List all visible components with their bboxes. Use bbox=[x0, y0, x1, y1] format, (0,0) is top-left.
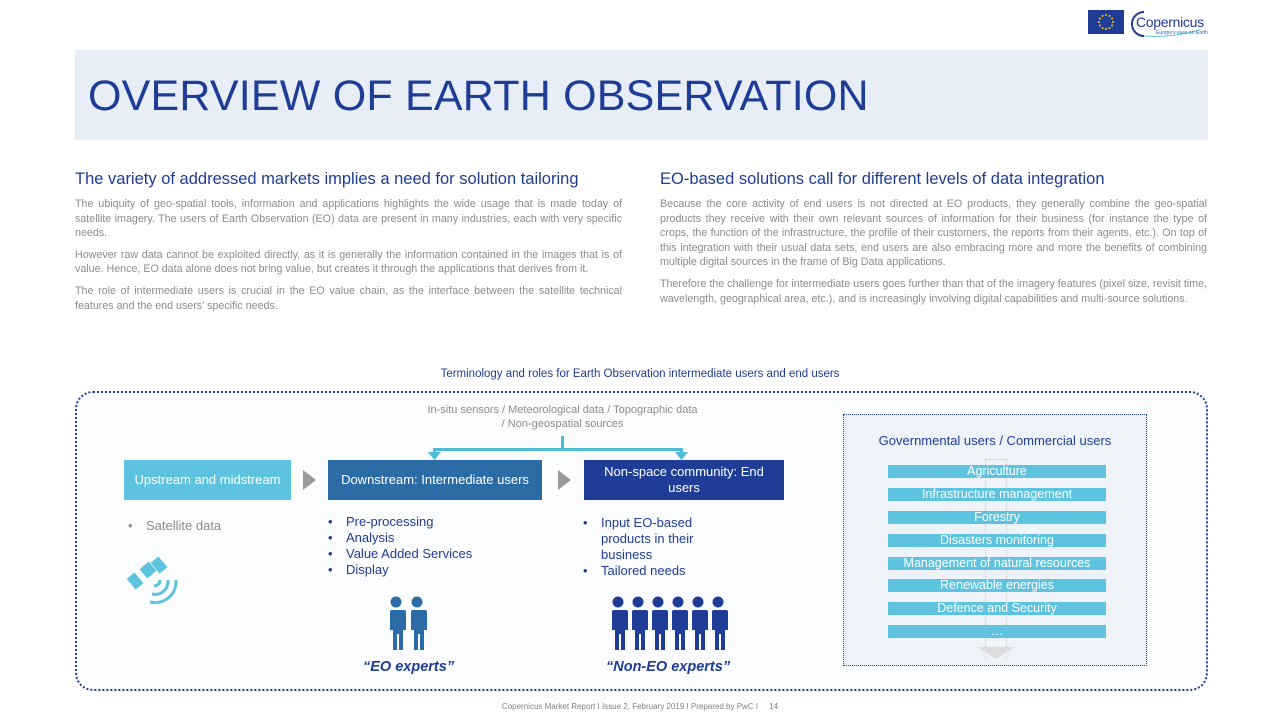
left-paragraph-1: The ubiquity of geo-spatial tools, information and applications highlights the wide usage that is made today of satellite imagery. The users of Earth Observation (EO) data are present in many industries, each with very specific needs. bbox=[75, 198, 622, 240]
segment-infrastructure: Infrastructure management bbox=[888, 488, 1106, 501]
list-item: • Satellite data bbox=[128, 518, 221, 534]
left-column bbox=[75, 170, 622, 320]
downstream-box: Downstream: Intermediate users bbox=[328, 460, 542, 500]
segment-forestry: Forestry bbox=[888, 511, 1106, 524]
copernicus-name: Copernicus bbox=[1136, 14, 1204, 30]
arrow-right-icon bbox=[303, 470, 316, 490]
segment-renewable-energies: Renewable energies bbox=[888, 579, 1106, 592]
data-sources-text bbox=[400, 403, 725, 431]
page-footer: Copernicus Market Report I Issue 2, February 2019 I Prepared by PwC I 14 bbox=[501, 702, 779, 711]
segment-agriculture: Agriculture bbox=[888, 465, 1106, 478]
arrow-right-icon bbox=[558, 470, 571, 490]
segment-natural-resources: Management of natural resources bbox=[888, 557, 1106, 570]
page-title: OVERVIEW OF EARTH OBSERVATION bbox=[88, 72, 869, 120]
list-item: • Value Added Services bbox=[328, 546, 472, 562]
list-item: • Display bbox=[328, 562, 472, 578]
eu-flag-icon bbox=[1088, 10, 1124, 34]
downstream-list bbox=[328, 514, 472, 578]
right-column bbox=[660, 170, 1207, 313]
list-item: • Input EO-based products in their business bbox=[583, 515, 718, 563]
connector-vertical bbox=[561, 436, 564, 448]
right-heading: EO-based solutions call for different levels of data integration bbox=[660, 170, 1105, 188]
left-heading: The variety of addressed markets implies a need for solution tailoring bbox=[75, 170, 579, 188]
people-icon-non-eo-experts bbox=[609, 596, 728, 652]
data-sources-line-2: / Non-geospatial sources bbox=[501, 418, 624, 430]
people-icon-eo-experts bbox=[386, 596, 428, 652]
user-segments-list bbox=[888, 465, 1106, 648]
left-paragraph-3: The role of intermediate users is crucial in the EO value chain, as the interface between the satellite technical features and the end users’ specific needs. bbox=[75, 284, 622, 312]
end-users-list bbox=[583, 515, 718, 579]
figure-caption: Terminology and roles for Earth Observation intermediate users and end users bbox=[440, 368, 840, 380]
end-users-box: Non-space community: End users bbox=[584, 460, 784, 500]
segment-defence-security: Defence and Security bbox=[888, 602, 1106, 615]
connector-horizontal bbox=[434, 448, 682, 451]
right-paragraph-2: Therefore the challenge for intermediate users goes further than that of the imagery features (pixel size, revisit time, wavelength, geographical area, etc.), and is increasingly involving digital capabilities and multi-source solutions. bbox=[660, 277, 1207, 305]
list-item: • Analysis bbox=[328, 530, 472, 546]
upstream-box: Upstream and midstream bbox=[124, 460, 291, 500]
left-paragraph-2: However raw data cannot be exploited directly, as it is generally the information contained in the images that is of value. Hence, EO data alone does not bring value, but creates it through the applications that derives from it. bbox=[75, 248, 622, 276]
segment-disasters: Disasters monitoring bbox=[888, 534, 1106, 547]
non-eo-experts-label: “Non-EO experts” bbox=[606, 659, 731, 675]
logo-area bbox=[1088, 8, 1208, 40]
upstream-list bbox=[128, 518, 221, 534]
right-paragraph-1: Because the core activity of end users is not directed at EO products, they generally combine the geo-spatial products they receive with their own relevant sources of information for their business (for instance the type of crops, the function of the infrastructure, the profile of their customers, the reports from their agents, etc.). On top of this integration with their usual data sets, end users are also embracing more and more the benefits of combining multiple digital sources in the frame of Big Data applications. bbox=[660, 198, 1207, 269]
satellite-icon bbox=[126, 556, 180, 604]
data-sources-line-1: In-situ sensors / Meteorological data / Topographic data bbox=[427, 404, 698, 416]
connector-right-arrowhead bbox=[675, 452, 688, 460]
segment-more: … bbox=[888, 625, 1106, 638]
eo-experts-label: “EO experts” bbox=[363, 659, 455, 675]
users-panel bbox=[843, 414, 1147, 666]
list-item: • Tailored needs bbox=[583, 563, 718, 579]
down-arrow-head-icon bbox=[977, 647, 1015, 659]
connector-left-arrowhead bbox=[428, 452, 441, 460]
copernicus-tagline: Europe's eyes on Earth bbox=[1156, 30, 1208, 36]
copernicus-logo bbox=[1130, 8, 1206, 40]
list-item: • Pre-processing bbox=[328, 514, 472, 530]
users-panel-title: Governmental users / Commercial users bbox=[878, 433, 1112, 448]
title-band bbox=[75, 50, 1208, 140]
